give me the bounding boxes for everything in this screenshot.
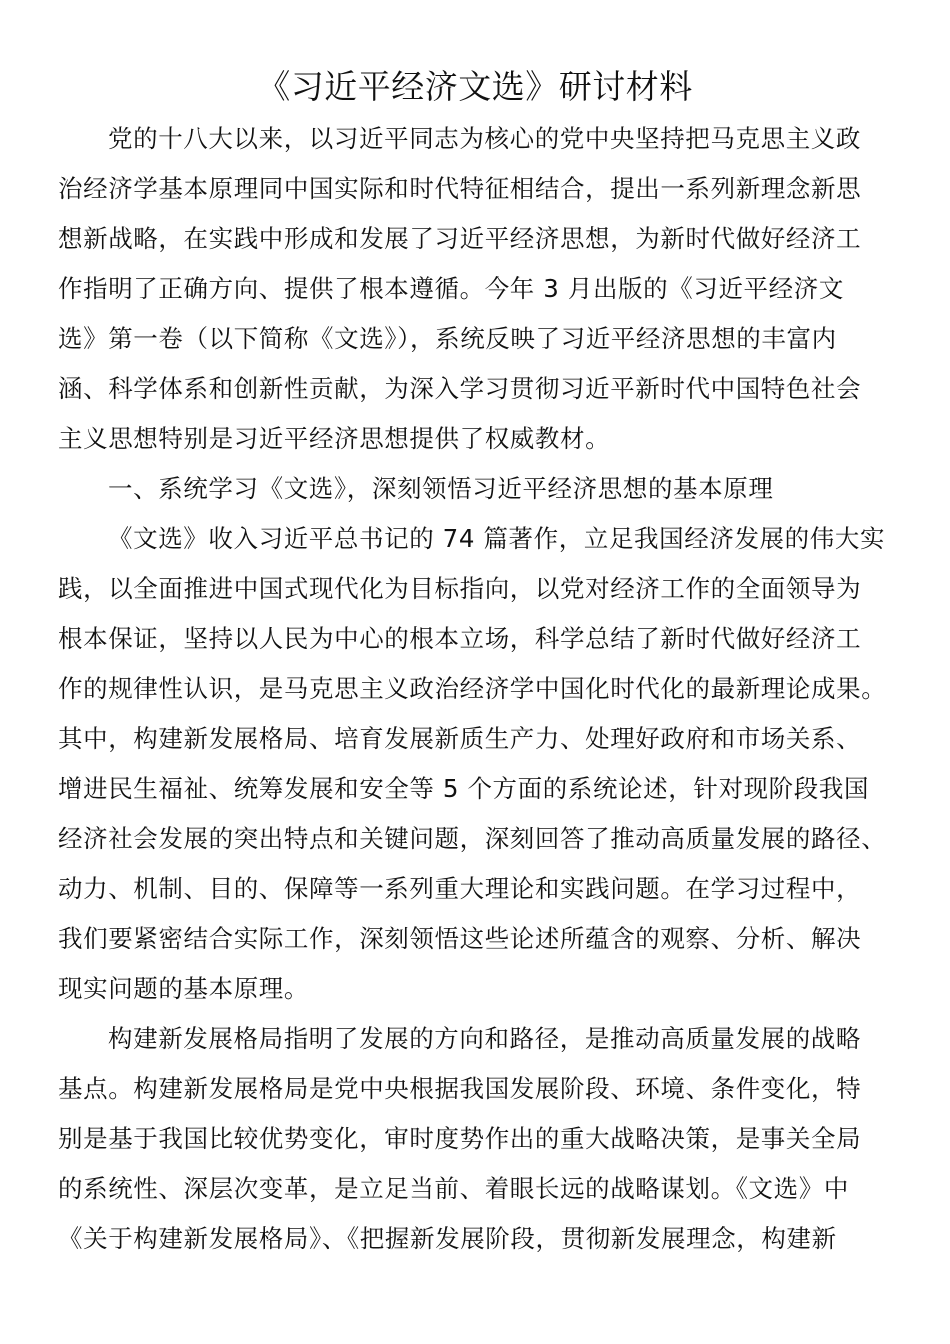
paragraph-line: 践，以全面推进中国式现代化为目标指向，以党对经济工作的全面领导为 bbox=[58, 574, 862, 603]
paragraph-line: 《关于构建新发展格局》、《把握新发展阶段，贯彻新发展理念，构建新 bbox=[58, 1224, 837, 1253]
section-heading: 一、系统学习《文选》，深刻领悟习近平经济思想的基本原理 bbox=[108, 474, 774, 503]
paragraph-line: 现实问题的基本原理。 bbox=[58, 974, 309, 1003]
paragraph-line: 选》第一卷（以下简称《文选》），系统反映了习近平经济思想的丰富内 bbox=[58, 324, 837, 353]
paragraph-line: 增进民生福祉、统筹发展和安全等 5 个方面的系统论述，针对现阶段我国 bbox=[58, 774, 870, 803]
paragraph-line: 构建新发展格局指明了发展的方向和路径，是推动高质量发展的战略 bbox=[108, 1024, 861, 1053]
document-title: 《习近平经济文选》研讨材料 bbox=[257, 67, 693, 106]
paragraph-line: 主义思想特别是习近平经济思想提供了权威教材。 bbox=[58, 424, 611, 453]
paragraph-line: 作指明了正确方向、提供了根本遵循。今年 3 月出版的《习近平经济文 bbox=[58, 274, 844, 303]
paragraph-line: 基点。构建新发展格局是党中央根据我国发展阶段、环境、条件变化，特 bbox=[58, 1074, 862, 1103]
paragraph-line: 我们要紧密结合实际工作，深刻领悟这些论述所蕴含的观察、分析、解决 bbox=[58, 924, 862, 953]
paragraph-line: 作的规律性认识，是马克思主义政治经济学中国化时代化的最新理论成果。 bbox=[58, 674, 887, 703]
paragraph-line: 经济社会发展的突出特点和关键问题，深刻回答了推动高质量发展的路径、 bbox=[58, 824, 887, 853]
paragraph-line: 想新战略，在实践中形成和发展了习近平经济思想，为新时代做好经济工 bbox=[58, 224, 862, 253]
paragraph-line: 涵、科学体系和创新性贡献，为深入学习贯彻习近平新时代中国特色社会 bbox=[58, 374, 862, 403]
paragraph-line: 根本保证，坚持以人民为中心的根本立场，科学总结了新时代做好经济工 bbox=[58, 624, 862, 653]
paragraph-line: 动力、机制、目的、保障等一系列重大理论和实践问题。在学习过程中， bbox=[58, 874, 862, 903]
paragraph-line: 别是基于我国比较优势变化，审时度势作出的重大战略决策，是事关全局 bbox=[58, 1124, 862, 1153]
paragraph-line: 其中，构建新发展格局、培育发展新质生产力、处理好政府和市场关系、 bbox=[58, 724, 862, 753]
paragraph-line: 党的十八大以来，以习近平同志为核心的党中央坚持把马克思主义政 bbox=[108, 124, 861, 153]
paragraph-line: 《文选》收入习近平总书记的 74 篇著作，立足我国经济发展的伟大实 bbox=[108, 524, 886, 553]
paragraph-line: 治经济学基本原理同中国实际和时代特征相结合，提出一系列新理念新思 bbox=[58, 174, 862, 203]
paragraph-line: 的系统性、深层次变革，是立足当前、着眼长远的战略谋划。《文选》中 bbox=[58, 1174, 849, 1203]
